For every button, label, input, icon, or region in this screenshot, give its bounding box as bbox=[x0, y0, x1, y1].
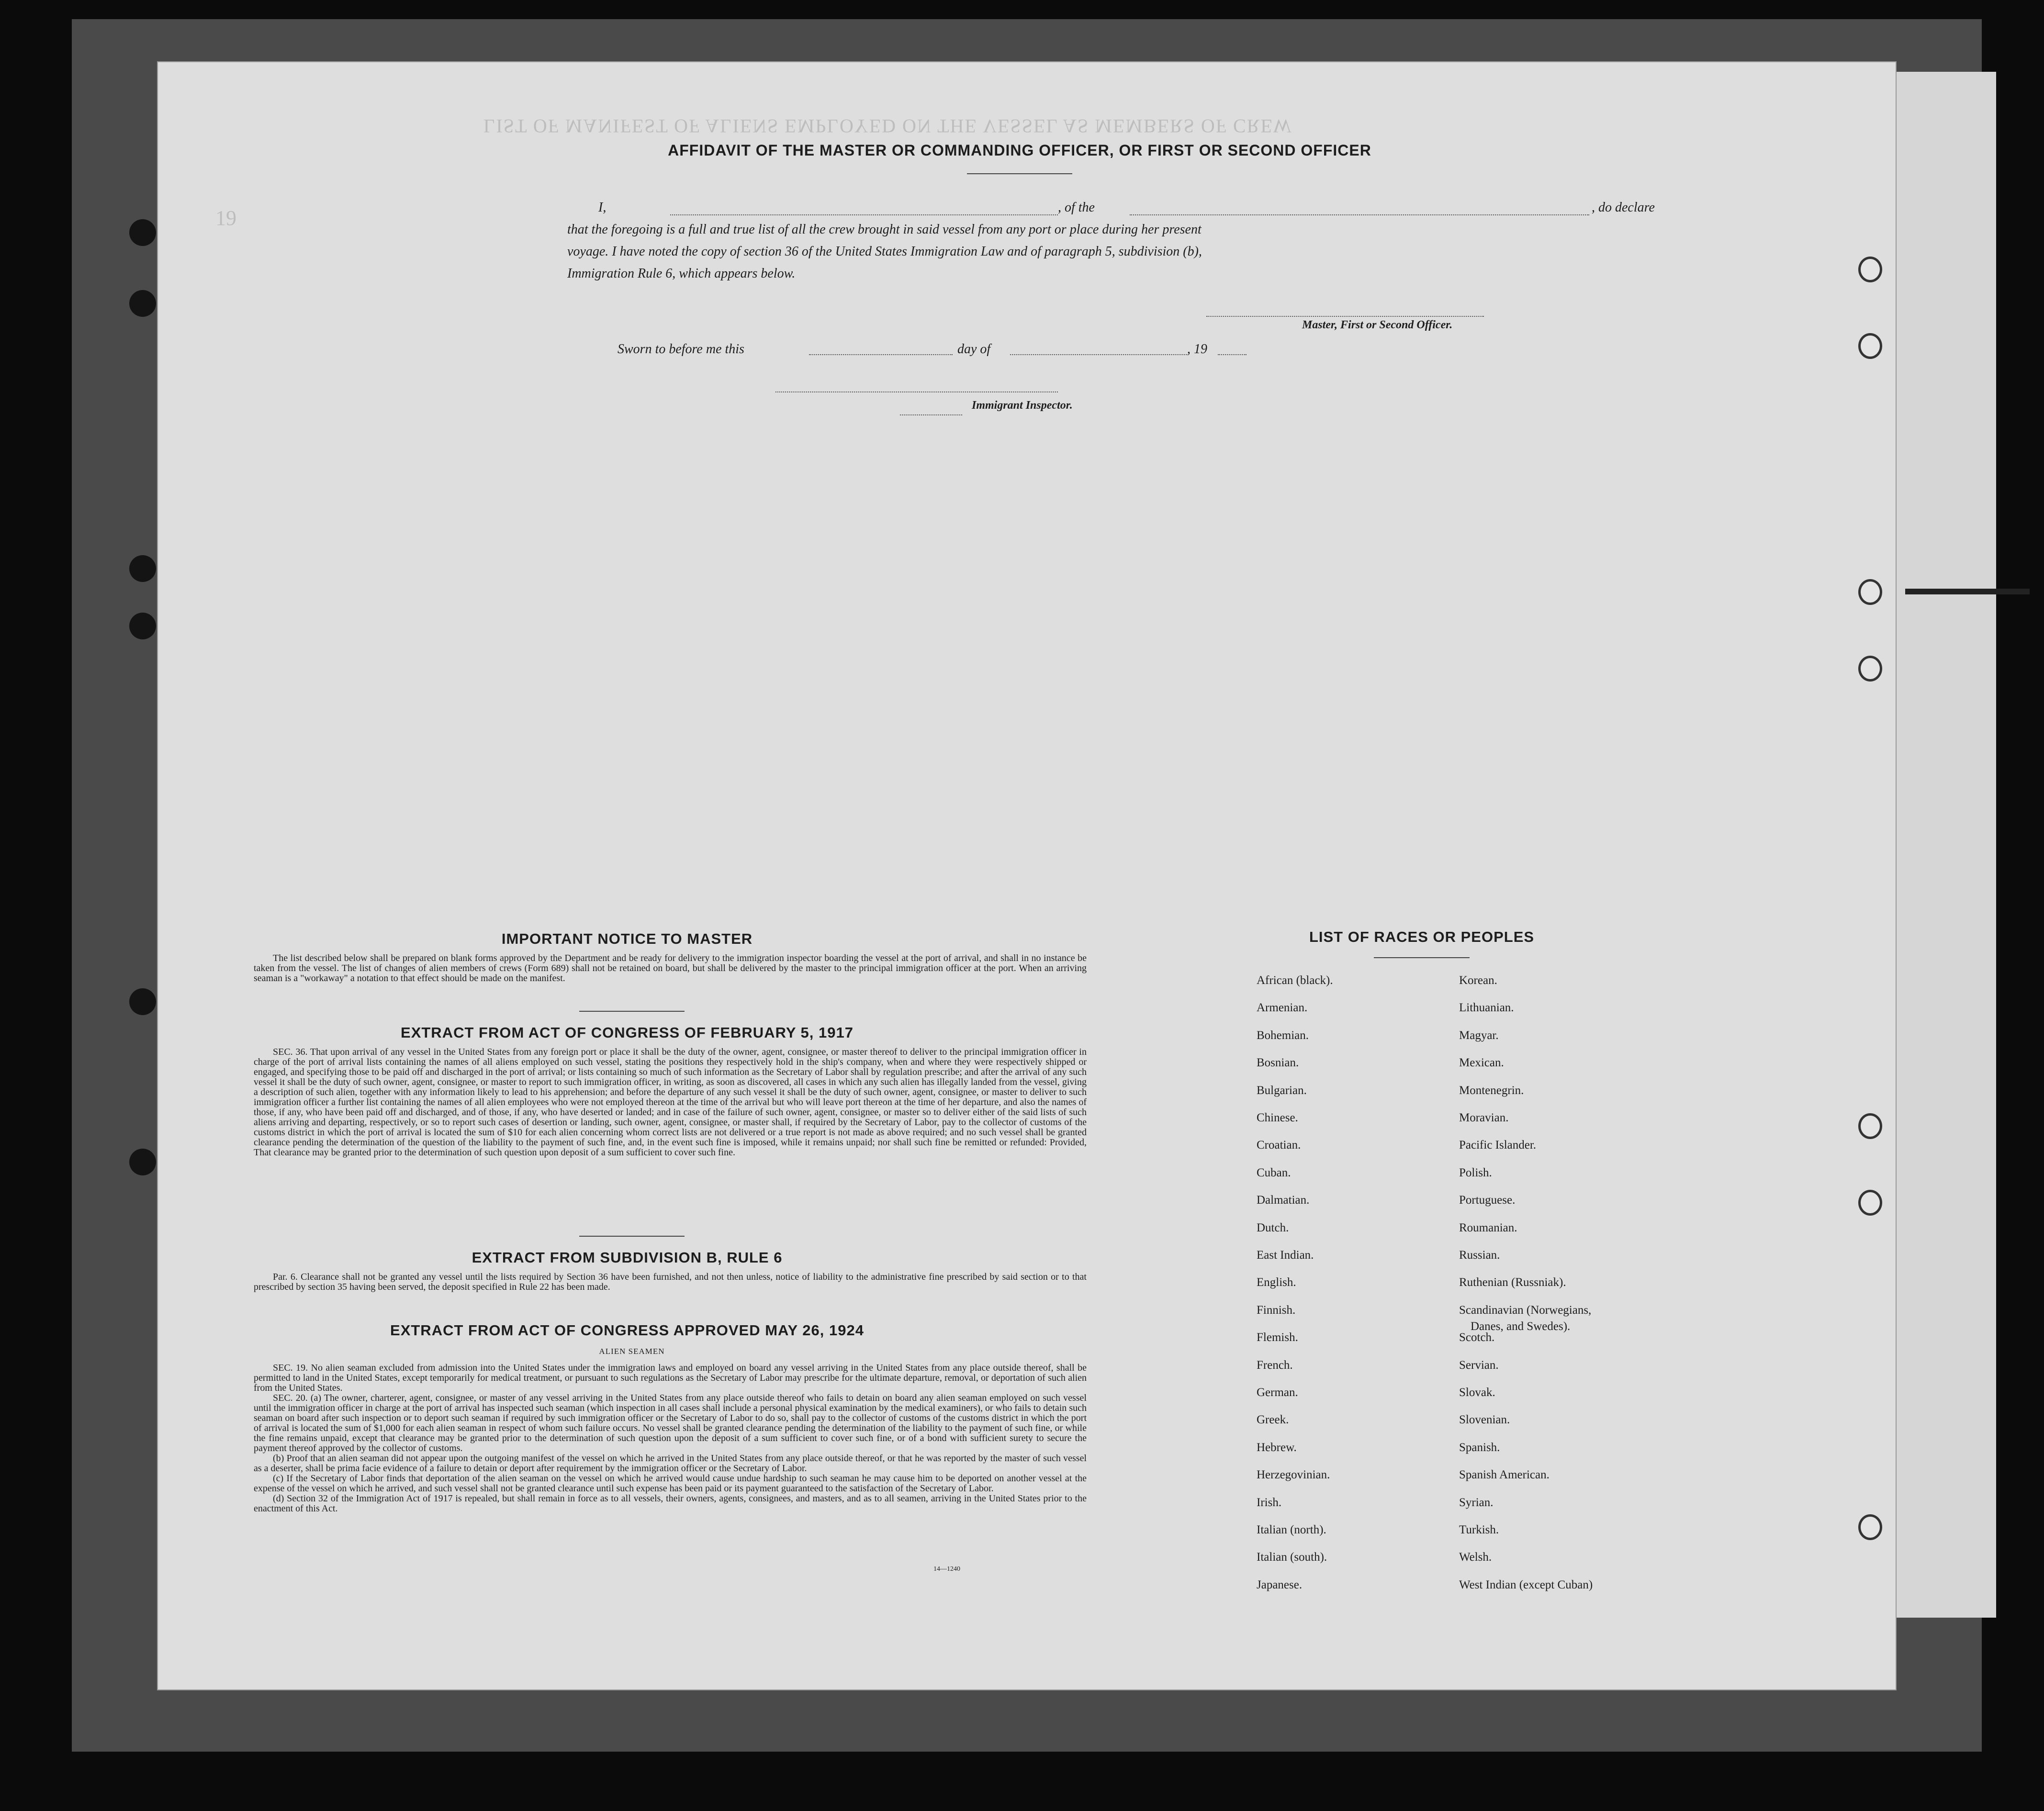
race-item: Portuguese. bbox=[1459, 1194, 1516, 1207]
race-item: Italian (north). bbox=[1257, 1523, 1326, 1536]
extract-1924-subtitle: ALIEN SEAMEN bbox=[599, 1347, 665, 1356]
notice-title: IMPORTANT NOTICE TO MASTER bbox=[501, 930, 753, 947]
race-item: Dutch. bbox=[1257, 1221, 1289, 1234]
affidavit-of-the: , of the bbox=[1058, 200, 1095, 215]
race-item: Magyar. bbox=[1459, 1028, 1499, 1042]
race-item: German. bbox=[1257, 1386, 1298, 1399]
race-item: Italian (south). bbox=[1257, 1551, 1327, 1564]
race-item: Korean. bbox=[1459, 974, 1497, 987]
race-item: Hebrew. bbox=[1257, 1441, 1297, 1454]
affidavit-declare: , do declare bbox=[1592, 200, 1655, 215]
bleed-through-header: LIST OF MANIFEST OF ALIENS EMPLOYED ON THE VESSEL AS MEMBERS OF CREW bbox=[483, 115, 1292, 137]
race-item: Croatian. bbox=[1257, 1139, 1301, 1152]
punch-hole bbox=[129, 988, 156, 1015]
race-item: Armenian. bbox=[1257, 1001, 1308, 1015]
race-item: Flemish. bbox=[1257, 1331, 1298, 1344]
inspector-signature-line[interactable] bbox=[775, 391, 1058, 392]
master-signature-line[interactable] bbox=[1206, 316, 1484, 317]
race-item: Montenegrin. bbox=[1459, 1084, 1524, 1097]
race-item: Bulgarian. bbox=[1257, 1084, 1307, 1097]
notice-body: The list described below shall be prepared on blank forms approved by the Department and be ready for delivery to the immigration inspector boarding the vessel at the port of arrival, and shall in no instance be taken from the vessel. The list of changes of alien members of crews (Form 689) shall not be retained on board, but shall be delivered by the master to the principal immigration officer at the port. When an arriving seaman is a "workaway" a notation to that effect should be made on the manifest. bbox=[254, 953, 1087, 984]
manifest-page bbox=[158, 62, 1896, 1689]
race-item: Finnish. bbox=[1257, 1303, 1296, 1317]
punch-hole bbox=[1858, 333, 1882, 359]
form-number: 14—1240 bbox=[933, 1565, 960, 1573]
race-item: Ruthenian (Russniak). bbox=[1459, 1276, 1566, 1289]
sworn-label: Sworn to before me this bbox=[618, 342, 744, 357]
race-item: Russian. bbox=[1459, 1249, 1500, 1262]
name-blank[interactable] bbox=[670, 214, 1058, 215]
race-item: Turkish. bbox=[1459, 1523, 1499, 1536]
punch-hole bbox=[1858, 656, 1882, 682]
section-rule bbox=[579, 1236, 685, 1237]
race-item: Spanish. bbox=[1459, 1441, 1500, 1454]
master-signature-label: Master, First or Second Officer. bbox=[1302, 319, 1453, 331]
race-item: Roumanian. bbox=[1459, 1221, 1517, 1234]
extract-rule6-title: EXTRACT FROM SUBDIVISION B, RULE 6 bbox=[472, 1249, 783, 1266]
race-item: Welsh. bbox=[1459, 1551, 1492, 1564]
races-rule bbox=[1374, 957, 1470, 958]
race-item: Herzegovinian. bbox=[1257, 1468, 1330, 1482]
race-item: Irish. bbox=[1257, 1496, 1282, 1509]
race-item: Servian. bbox=[1459, 1358, 1499, 1372]
race-item: East Indian. bbox=[1257, 1249, 1314, 1262]
punch-hole bbox=[129, 1149, 156, 1175]
inspector-dot-lead bbox=[900, 414, 962, 415]
sworn-month-blank[interactable] bbox=[1010, 354, 1187, 355]
extract-rule6-body: Par. 6. Clearance shall not be granted any vessel until the lists required by Section 36 have been furnished, and not then unless, notice of liability to the administrative fine prescribed by said section or to that prescribed by section 35 having been served, the deposit specified in Rule 22 has been made. bbox=[254, 1272, 1087, 1292]
punch-hole bbox=[129, 613, 156, 639]
race-item: Syrian. bbox=[1459, 1496, 1494, 1509]
race-item: Scandinavian (Norwegians, bbox=[1459, 1303, 1592, 1317]
race-item: French. bbox=[1257, 1358, 1293, 1372]
punch-hole bbox=[129, 555, 156, 582]
race-item: Bohemian. bbox=[1257, 1028, 1309, 1042]
sworn-year-blank[interactable] bbox=[1218, 354, 1247, 355]
race-item: Mexican. bbox=[1459, 1056, 1504, 1070]
bleed-through-number: 19 bbox=[215, 206, 236, 230]
sworn-day-blank[interactable] bbox=[809, 354, 953, 355]
race-item: Slovak. bbox=[1459, 1386, 1495, 1399]
punch-hole bbox=[1858, 1113, 1882, 1139]
race-item: Danes, and Swedes). bbox=[1471, 1320, 1571, 1333]
race-item: Bosnian. bbox=[1257, 1056, 1299, 1070]
extract-1917-body: SEC. 36. That upon arrival of any vessel in the United States from any foreign port or place it shall be the duty of the owner, agent, consignee, or master thereof to deliver to the principal immigration officer in charge of the port of arrival lists containing the names of all aliens employed on such vessel, stating the positions they respectively hold in the ship's company, when and where they were respectively shipped or engaged, and specifying those to be paid off and discharged in the port of arrival; or lists containing so much of such information as the Secretary of Labor shall by regulation prescribe; and after the arrival of any such vessel it shall be the duty of such owner, agent, consignee, or master to report to such immigration officer, in writing, as soon as discovered, all cases in which any such alien has illegally landed from the vessel, giving a description of such alien, together with any information likely to lead to his apprehension; and before the departure of any such vessel it shall be the duty of such owner, agent, consignee, or master to deliver to such immigration officer a further list containing the names of all alien employees who were not employed thereon at the time of the arrival but who will leave port thereon at the time of her departure, and also the names of those, if any, who have been paid off and discharged, and of those, if any, who have deserted or landed; and in case of the failure of such owner, agent, consignee, or master so to deliver either of the said lists of such aliens arriving and departing, respectively, or so to report such cases of desertion or landing, such owner, agent, consignee, or master shall, if required by the Secretary of Labor, pay to the collector of customs of the customs district in which the port of arrival is located the sum of $10 for each alien concerning whom correct lists are not delivered or a true report is not made as above required; and no such vessel shall be granted clearance pending the determination of the question of the liability to the payment of such fine, and, in the event such fine is imposed, while it remains unpaid; nor shall such fine be remitted or refunded: Provided, That clearance may be granted prior to the determination of such question upon deposit of a sum sufficient to cover such fine. bbox=[254, 1047, 1087, 1158]
affidavit-title: AFFIDAVIT OF THE MASTER OR COMMANDING OFFICER, OR FIRST OR SECOND OFFICER bbox=[668, 142, 1371, 159]
section-rule bbox=[579, 1011, 685, 1012]
affidavit-i: I, bbox=[598, 200, 606, 215]
race-item: Polish. bbox=[1459, 1166, 1492, 1179]
race-item: Japanese. bbox=[1257, 1578, 1303, 1591]
race-item: Scotch. bbox=[1459, 1331, 1495, 1344]
affidavit-line3: Immigration Rule 6, which appears below. bbox=[567, 266, 796, 281]
punch-hole bbox=[1858, 257, 1882, 282]
race-item: Lithuanian. bbox=[1459, 1001, 1514, 1015]
vessel-blank[interactable] bbox=[1130, 214, 1589, 215]
extract-1924-title: EXTRACT FROM ACT OF CONGRESS APPROVED MAY 26, 1924 bbox=[390, 1322, 864, 1339]
race-item: Greek. bbox=[1257, 1413, 1289, 1427]
extract-1924-body: SEC. 19. No alien seaman excluded from admission into the United States under the immigration laws and employed on board any vessel arriving in the United States from any place outside thereof, shall be permitted to land in the United States, except temporarily for medical treatment, or pursuant to such regulations as the Secretary of Labor may prescribe for the ultimate departure, removal, or deportation of such alien from the United States. SEC. 20. (a) The owner, charterer, agent, consignee, or master of any vessel arriving in the United States from any place outside thereof who fails to detain on board any alien seaman employed on such vessel until the immigration officer in charge at the port of arrival has inspected such seaman (which inspection in all cases shall include a personal physical examination by the medical examiners), or who fails to detain such seaman on board after such inspection or to deport such seaman if required by such immigration officer or the Secretary of Labor to do so, shall pay to the collector of customs of the customs district in which the port of arrival is located the sum of $1,000 for each alien seaman in respect of whom such failure occurs. No vessel shall be granted clearance pending the determination of the liability to the payment of such fine, or while the fine remains unpaid, except that clearance may be granted prior to the determination of such question upon the deposit of a sum sufficient to cover such fine, or of a bond with sufficient surety to secure the payment thereof approved by the collector of customs. (b) Proof that an alien seaman did not appear upon the outgoing manifest of the vessel on which he arrived in the United States from any place outside thereof, or that he was reported by the master of such vessel as a deserter, shall be prima facie evidence of a failure to detain or deport after requirement by the immigration officer or the Secretary of Labor. (c) If the Secretary of Labor finds that deportation of the alien seaman on the vessel on which he arrived would cause undue hardship to such seaman he may cause him to be deported on another vessel at the expense of the vessel on which he arrived, and such vessel shall not be granted clearance until such expense has been paid or its payment guaranteed to the satisfaction of the Secretary of Labor. (d) Section 32 of the Immigration Act of 1917 is repealed, but shall remain in force as to all vessels, their owners, agents, consignees, and masters, and as to all seamen, arriving in the United States prior to the enactment of this Act. bbox=[254, 1363, 1087, 1514]
day-of-label: day of bbox=[957, 342, 991, 357]
race-item: West Indian (except Cuban) bbox=[1459, 1578, 1593, 1591]
race-item: English. bbox=[1257, 1276, 1296, 1289]
race-item: Moravian. bbox=[1459, 1111, 1509, 1124]
race-item: Chinese. bbox=[1257, 1111, 1298, 1124]
race-item: Pacific Islander. bbox=[1459, 1139, 1537, 1152]
inspector-label: Immigrant Inspector. bbox=[972, 399, 1073, 412]
race-item: Slovenian. bbox=[1459, 1413, 1510, 1427]
punch-hole bbox=[1858, 1190, 1882, 1216]
punch-hole bbox=[1858, 579, 1882, 605]
punch-hole bbox=[1858, 1514, 1882, 1540]
punch-hole bbox=[129, 219, 156, 246]
affidavit-line1: that the foregoing is a full and true list of all the crew brought in said vessel from any port or place during her present bbox=[567, 222, 1202, 237]
race-item: Spanish American. bbox=[1459, 1468, 1550, 1482]
race-item: Cuban. bbox=[1257, 1166, 1291, 1179]
race-item: African (black). bbox=[1257, 974, 1333, 987]
underlying-page-rule bbox=[1905, 589, 2030, 594]
title-rule bbox=[967, 173, 1072, 174]
races-title: LIST OF RACES OR PEOPLES bbox=[1309, 928, 1535, 945]
punch-hole bbox=[129, 290, 156, 317]
extract-1917-title: EXTRACT FROM ACT OF CONGRESS OF FEBRUARY 5, 1917 bbox=[401, 1024, 854, 1041]
race-item: Dalmatian. bbox=[1257, 1194, 1310, 1207]
year-label: , 19 bbox=[1187, 342, 1207, 357]
affidavit-line2: voyage. I have noted the copy of section 36 of the United States Immigration Law and of paragraph 5, subdivision (b), bbox=[567, 244, 1202, 259]
